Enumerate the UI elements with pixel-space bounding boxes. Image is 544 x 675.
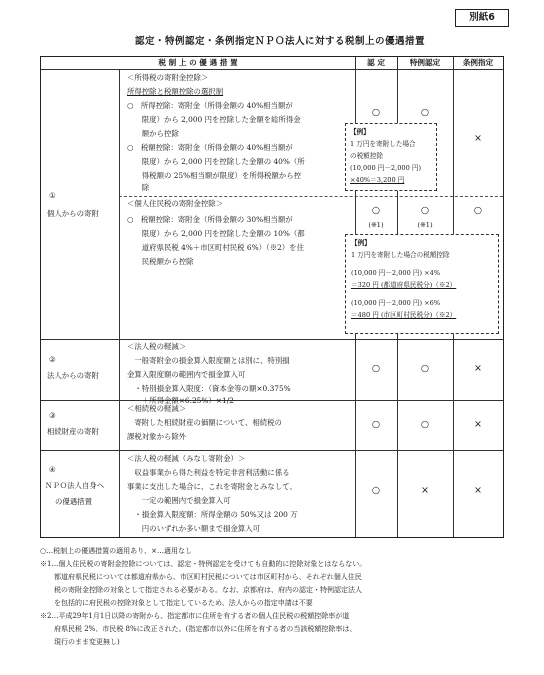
inheritance-tokurei-mark: ○ (420, 419, 430, 430)
income-tax-line-1: ○ 所得控除：寄附金（所得金額の 40%相当額が (127, 101, 293, 110)
row-divider-1 (41, 339, 503, 340)
resident-tax-line-1: ○ 税額控除：寄附金（所得金額の 30%相当額が (127, 215, 293, 224)
footnote-2-line-3: 現行のまま変更無し) (40, 638, 120, 646)
corporate-tax-line-2: 金算入限度額の範囲内で損金算入可 (127, 370, 246, 379)
corporate-tax-line-3: ・特別損金算入限度：（資本金等の額×0.375% (127, 384, 291, 393)
resident-tax-title: ＜個人住民税の寄附金控除＞ (127, 199, 224, 208)
footnote-1-line-3: 税の寄附金控除の対象として指定される必要がある。なお、京都府は、府内の認定・特例認定法人 (40, 586, 362, 594)
example1-line-1: 1 万円を寄附した場合 (350, 140, 416, 148)
footnote-2-line-2: 府県民税 2%、市民税 8%に改正された。(指定都市以外に住所を有する者の当該税額控除率は、 (40, 625, 357, 633)
row2-number: ② (49, 355, 56, 364)
deemed-donation-line-5: 円のいずれか多い額まで損金算入可 (127, 524, 261, 533)
deemed-donation-line-1: 収益事業から得た利益を特定非営利活動に係る (127, 468, 290, 477)
resident-example-box (345, 234, 499, 334)
resident-jourei-mark: ○ (473, 205, 483, 216)
row2-label: 法人からの寄附 (47, 371, 99, 380)
resident-nintei-mark: ○ (371, 205, 381, 216)
income-tax-line-2: 限度）から 2,000 円を控除した金額を総所得金 (127, 115, 301, 124)
deemed-nintei-mark: ○ (371, 485, 381, 496)
row4-label-1: ＮＰＯ法人自身へ (45, 481, 105, 490)
example1-line-2: の税額控除 (350, 152, 383, 160)
header-measures: 税 制 上 の 優 遇 措 置 (158, 58, 238, 67)
header-tokurei: 特例認定 (409, 58, 441, 67)
income-nintei-mark: ○ (371, 107, 381, 118)
corporate-tax-title: ＜法人税の軽減＞ (127, 342, 187, 351)
income-tax-line-4: ○ 税額控除：寄附金（所得金額の 40%相当額が (127, 143, 293, 152)
inheritance-nintei-mark: ○ (371, 419, 381, 430)
example2-line-1: 1 万円を寄附した場合の税額控除 (351, 251, 450, 259)
income-tokurei-mark: ○ (420, 107, 430, 118)
footnote-1-line-1: ※1…個人住民税の寄附金控除については、認定・特例認定を受けても自動的に控除対象とはならない。 (40, 560, 367, 568)
income-tax-line-7: 除 (127, 183, 150, 192)
deemed-donation-line-3: 一定の範囲内で損金算入可 (127, 496, 231, 505)
example2-line-3: ＝320 円 (都道府県民税分)（※2） (351, 281, 457, 289)
tax-benefit-table (40, 56, 504, 538)
income-tax-line-6: 得税額の 25%相当額が限度）を所得税額から控 (127, 171, 301, 180)
footnotes (40, 545, 510, 649)
row4-number: ④ (49, 465, 56, 474)
income-tax-title: ＜所得税の寄附金控除＞ (127, 73, 209, 82)
row3-label: 相続財産の寄附 (47, 427, 99, 436)
example1-title: 【例】 (350, 128, 370, 136)
header-divider (41, 69, 503, 70)
income-jourei-mark: × (474, 133, 482, 144)
resident-tax-line-3: 道府県民税 4%＋市区町村民税 6%）（※2）を住 (127, 243, 304, 252)
row1-label: 個人からの寄附 (47, 209, 99, 218)
example2-line-5: ＝480 円 (市区町村民税分)（※2） (351, 311, 457, 319)
deemed-donation-line-2: 事業に支出した場合に、これを寄附金とみなして、 (127, 482, 297, 491)
deemed-jourei-mark: × (474, 485, 482, 496)
footnote-2-line-1: ※2…平成29年1月1日以降の寄附から、指定都市に住所を有する者の個人住民税の税額控除率が道 (40, 612, 350, 620)
document-title: 認定・特例認定・条例指定ＮＰＯ法人に対する税制上の優遇措置 (134, 36, 425, 47)
row4-label-2: の優遇措置 (55, 497, 92, 506)
example1-line-3: (10,000 円－2,000 円) (350, 164, 422, 172)
header-nintei: 認 定 (367, 58, 385, 67)
corporate-tax-line-1: 一般寄附金の損金算入限度額とは別に、特別損 (127, 356, 290, 365)
inheritance-tax-line-1: 寄附した相続財産の価額について、相続税の (127, 418, 282, 427)
example2-title: 【例】 (351, 239, 371, 247)
example2-line-2: (10,000 円－2,000 円) ×4% (351, 269, 441, 277)
header-jourei: 条例指定 (462, 58, 494, 67)
corporate-jourei-mark: × (474, 363, 482, 374)
deemed-tokurei-mark: × (421, 485, 429, 496)
footnote-legend: ○…税制上の優遇措置の適用あり、×…適用なし (40, 547, 192, 555)
example1-line-4: ×40%＝3,200 円 (350, 176, 405, 184)
income-tax-line-3: 額から控除 (127, 129, 179, 138)
income-example-box (345, 123, 437, 191)
deemed-donation-title: ＜法人税の軽減（みなし寄附金）＞ (127, 454, 246, 463)
row3-number: ③ (49, 411, 56, 420)
corporate-nintei-mark: ○ (371, 363, 381, 374)
attachment-badge: 別紙6 (455, 9, 509, 27)
resident-nintei-note: (※1) (368, 221, 384, 229)
row1-number: ① (49, 191, 56, 200)
footnote-1-line-2: 都道府県民税については都道府県から、市区町村民税については市区町村から、それぞれ個人住民 (40, 573, 362, 581)
inheritance-tax-title: ＜相続税の軽減＞ (127, 404, 187, 413)
label-col-divider (119, 69, 120, 537)
income-tax-line-5: 限度）から 2,000 円を控除した金額の 40%（所 (127, 157, 305, 166)
resident-tokurei-note: (※1) (417, 221, 433, 229)
row-divider-2 (41, 400, 503, 401)
inheritance-tax-line-2: 課税対象から除外 (127, 432, 187, 441)
resident-tax-line-2: 限度）から 2,000 円を控除した金額の 10%（都 (127, 229, 305, 238)
row-divider-3 (41, 450, 503, 451)
footnote-1-line-4: を包括的に府民税の控除対象として指定しているため、法人からの指定申請は不要 (40, 599, 313, 607)
example2-line-4: (10,000 円－2,000 円) ×6% (351, 299, 441, 307)
income-tax-subtitle: 所得控除と税額控除の選択制 (127, 87, 224, 96)
deemed-donation-line-4: ・損金算入限度額：所得金額の 50%又は 200 万 (127, 510, 298, 519)
resident-tokurei-mark: ○ (420, 205, 430, 216)
corporate-tax-line-4: ＋所得金額×6.25%）×1/2 (127, 396, 234, 405)
resident-tax-line-4: 民税額から控除 (127, 257, 194, 266)
corporate-tokurei-mark: ○ (420, 363, 430, 374)
inheritance-jourei-mark: × (474, 419, 482, 430)
